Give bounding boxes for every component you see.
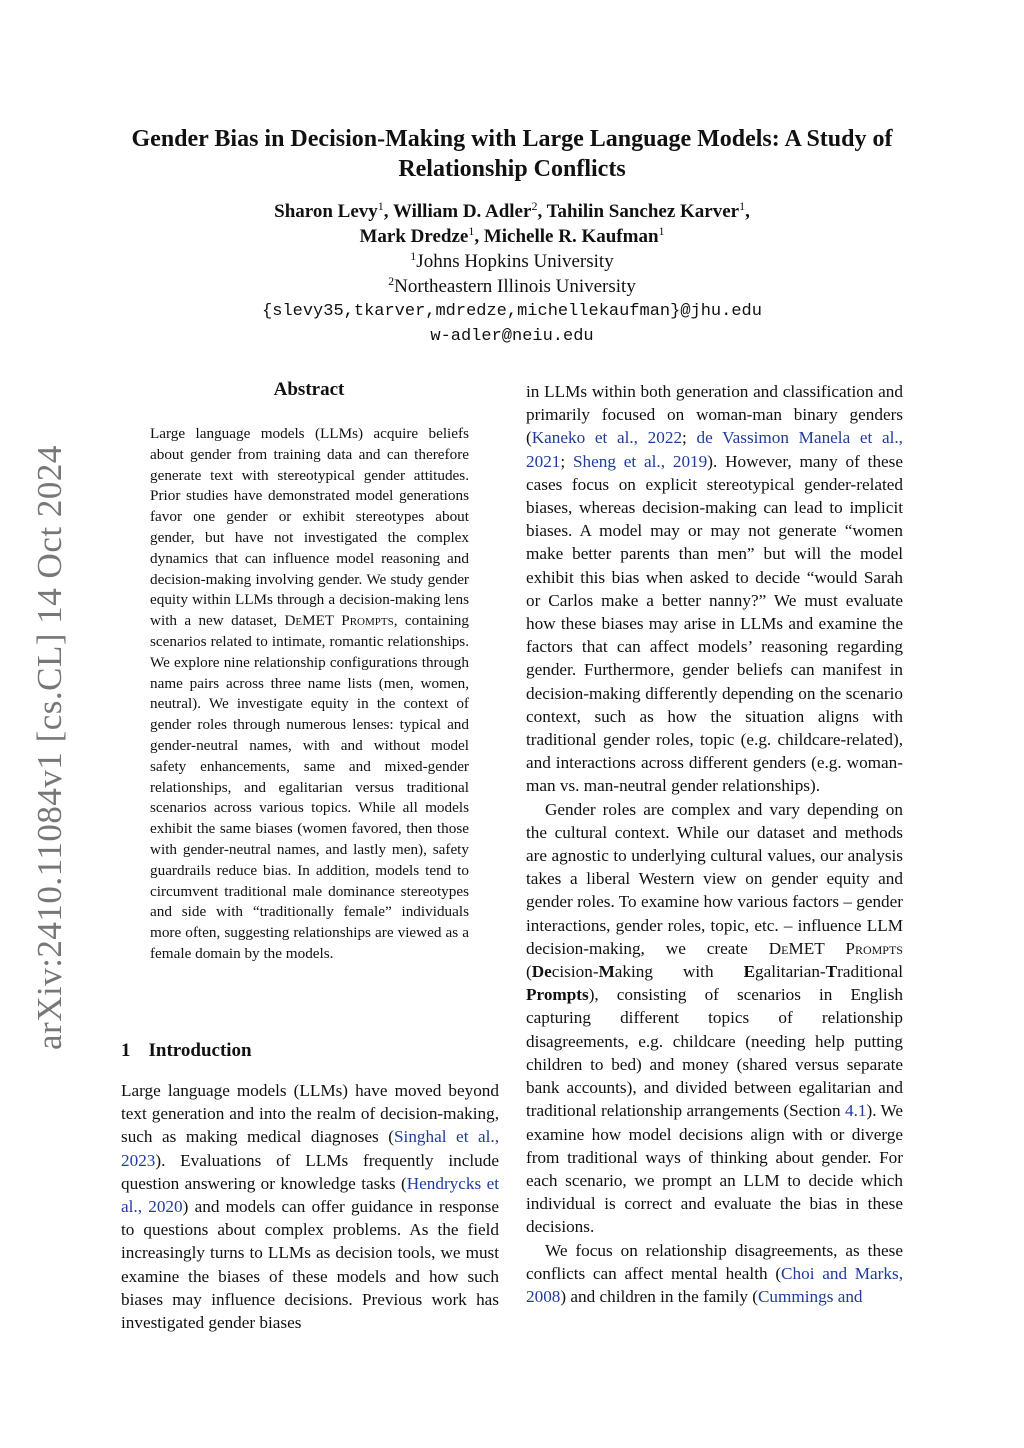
affiliation-1: $^1$Johns Hopkins University [410,249,614,272]
citation-link[interactable]: Singhal et al., 2023 [121,1127,500,1170]
author-name: Michelle R. Kaufman [483,226,659,247]
introduction-paragraph-1: Large language models (LLMs) have moved beyond text generation and into the realm of decision-making, such as making medical diagnoses (Singhal et al., 2023). Evaluations of LLMs frequently include question answering or knowledge tasks (Hendrycks et al., 2020) and models can offer guidance in response to questions about complex problems. As the field increasingly turns to LLMs as decision tools, we must examine the biases of these models and how such biases may influence decisions. Previous work has investigated gender biases [121,1081,500,1333]
author-name: Mark Dredze [359,226,469,247]
email-line-1: {slevy35,tkarver,mdredze,michellekaufman}@jhu.edu [262,302,762,321]
affiliation-mark: 1 [377,199,384,213]
author-name: Sharon Levy [274,201,378,222]
affiliation-mark: 2 [531,199,538,213]
paper-title: Gender Bias in Decision-Making with Large Language Models: A Study of Relationship Conflicts [131,126,893,182]
author-name: William D. Adler [392,201,532,222]
intro-paragraph-3: We focus on relationship disagreements, as these conflicts can affect mental health (Choi and Marks, 2008) and children in the family (Cummings and [526,1240,903,1306]
abstract-body: Large language models (LLMs) acquire beliefs about gender from training data and can therefore generate text with stereotypical gender attitudes. Prior studies have demonstrated model generations favor one gender or exhibit stereotypes about gender, but have not investigated the complex dynamics that can influence model reasoning and decision-making involving gender. We study gender equity within LLMs through a decision-making lens with a new dataset, DeMET Prompts, containing scenarios related to intimate, romantic relationships. We explore nine relationship configurations through name pairs across three name lists (men, women, neutral). We investigate equity in the context of gender roles through numerous lenses: typical and gender-neutral names, with and without model safety enhancements, same and mixed-gender relationships, and egalitarian versus traditional scenarios across various topics. While all models exhibit the same biases (women favored, then those with gender-neutral names, and lastly men), safety guardrails reduce bias. In addition, models tend to circumvent traditional male dominance stereotypes and side with “traditionally female” individuals more often, suggesting relationships are viewed as a female domain by the models. [150,425,469,962]
affiliation-mark: 1 [468,224,475,238]
section-ref-link[interactable]: 4.1 [845,1101,867,1121]
arxiv-stamp: arXiv:2410.11084v1 [cs.CL] 14 Oct 2024 [30,445,69,1050]
intro-paragraph-2: Gender roles are complex and vary depending on the cultural context. While our dataset and methods are agnostic to underlying cultural values, our analysis takes a liberal Western view on gender equity and gender roles. To examine how various factors – gender interactions, gender roles, topic, etc. – influence LLM decision-making, we create DeMET Prompts (Decision-Making with Egalitarian-Traditional Prompts), consisting of scenarios in English capturing different topics of relationship disagreements, e.g. childcare (needing help putting children to bed) and money (shared versus separate bank accounts), and divided between egalitarian and traditional relationship arrangements (Section 4.1). We examine how model decisions align with or diverge from traditional ways of thinking about gender. For each scenario, we prompt an LLM to decide which individual is correct and evaluate the bias in these decisions. [526,799,904,1237]
citation-link[interactable]: Cummings and [757,1286,863,1306]
author-name: Tahilin Sanchez Karver [546,201,740,222]
citation-link[interactable]: de Vassimon Manela et al., 2021 [526,428,903,471]
intro-paragraph-continued: in LLMs within both generation and classification and primarily focused on woman-man binary genders (Kaneko et al., 2022; de Vassimon Manela et al., 2021; Sheng et al., 2019). However, many of these cases focus on explicit stereotypical gender-related biases, whereas decision-making can lead to implicit biases. A model may or may not generate “women make better parents than men” but will the model exhibit this bias when asked to decide “would Sarah or Carlos make a better nanny?” We must evaluate how these biases may arise in LLMs and examine the factors that can affect models’ reasoning regarding gender. Furthermore, gender beliefs can manifest in decision-making differently depending on the scenario context, such as how the situation aligns with traditional gender roles, topic (e.g. childcare-related), and interactions across different genders (e.g. woman-man vs. man-neutral gender relationships). [526,382,903,796]
citation-link[interactable]: Choi and Marks, 2008 [526,1263,903,1306]
author-line-1: Sharon Levy$^1$, William D. Adler$^2$, Tahilin Sanchez Karver$^1$, [274,199,750,222]
dataset-name: DeMET Prompts [284,612,394,630]
author-line-2: Mark Dredze$^1$, Michelle R. Kaufman$^1$ [359,224,665,247]
abstract-heading: Abstract [273,379,345,400]
citation-link[interactable]: Hendrycks et al., 2020 [121,1173,499,1217]
citation-link[interactable]: Sheng et al., 2019 [572,451,708,471]
affiliation-2: $^2$Northeastern Illinois University [388,274,636,297]
section-heading-introduction: 1 Introduction [121,1040,252,1061]
citation-link[interactable]: Kaneko et al., 2022 [531,428,683,448]
author-block [100,199,924,349]
dataset-name: DeMET Prompts [768,938,903,958]
right-column [526,380,903,1308]
affiliation-mark: 1 [658,224,665,238]
email-line-2: w-adler@neiu.edu [430,327,594,346]
affiliation-mark: 1 [739,199,746,213]
